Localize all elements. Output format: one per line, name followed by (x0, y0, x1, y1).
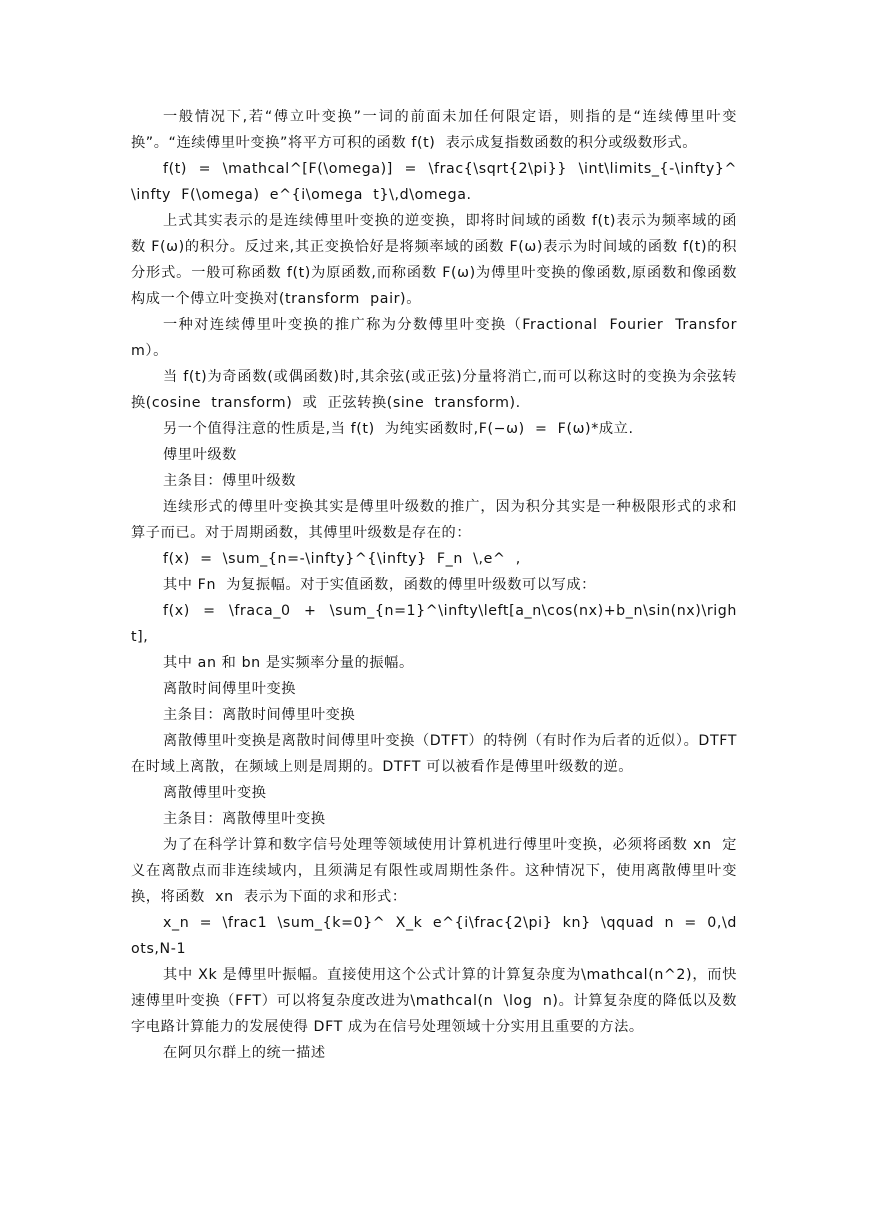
dft-formula: x_n = \frac1 \sum_{k=0}^ X_k e^{i\frac{2\pi} kn} \qquad n = 0,\dots,N-1 (131, 915, 737, 957)
section-heading-fourier-series: 傅里叶级数 (163, 447, 237, 463)
complex-amplitude-paragraph: 其中 Fn 为复振幅。对于实值函数，函数的傅里叶级数可以写成： (163, 577, 596, 593)
inverse-transform-formula: f(t) = \mathcal^[F(\omega)] = \frac{\sqrt{2\pi}} \int\limits_{-\infty}^\infty F(\omega) e^{i\omega t}\,d\omega. (131, 161, 737, 203)
main-entry-dtft: 主条目：离散时间傅里叶变换 (163, 707, 356, 723)
section-heading-dft: 离散傅里叶变换 (163, 785, 267, 801)
fft-paragraph: 其中 Xk 是傅里叶振幅。直接使用这个公式计算的计算复杂度为\mathcal(n^2)，而快速傅里叶变换（FFT）可以将复杂度改进为\mathcal(n \log n)。计算复杂度的降低以及数字电路计算能力的发展使得 DFT 成为在信号处理领域十分实用且重要的方法。 (131, 967, 737, 1035)
section-heading-dtft: 离散时间傅里叶变换 (163, 681, 297, 697)
section-heading-abelian: 在阿贝尔群上的统一描述 (163, 1045, 326, 1061)
dft-paragraph: 为了在科学计算和数字信号处理等领域使用计算机进行傅里叶变换，必须将函数 xn 定义在离散点而非连续域内，且须满足有限性或周期性条件。这种情况下，使用离散傅里叶变换，将函数 xn 表示为下面的求和形式： (131, 837, 737, 905)
inverse-transform-explanation: 上式其实表示的是连续傅里叶变换的逆变换，即将时间域的函数 f(t)表示为频率域的函数 F(ω)的积分。反过来,其正变换恰好是将频率域的函数 F(ω)表示为时间域的函数 f(t)的积分形式。一般可称函数 f(t)为原函数,而称函数 F(ω)为傅里叶变换的像函数,原函数和像函数构成一个傅立叶变换对(transform pair)。 (131, 213, 737, 307)
main-entry-fourier-series: 主条目：傅里叶级数 (163, 473, 297, 489)
real-function-property: 另一个值得注意的性质是,当 f(t) 为纯实函数时,F(−ω) = F(ω)*成立. (163, 421, 634, 437)
amplitude-note: 其中 an 和 bn 是实频率分量的振幅。 (163, 655, 414, 671)
fourier-series-paragraph: 连续形式的傅里叶变换其实是傅里叶级数的推广，因为积分其实是一种极限形式的求和算子而已。对于周期函数，其傅里叶级数是存在的： (131, 499, 737, 541)
complex-series-formula: f(x) = \sum_{n=-\infty}^{\infty} F_n \,e^ , (163, 551, 521, 567)
document-page (131, 104, 743, 1066)
real-series-formula: f(x) = \fraca_0 + \sum_{n=1}^\infty\left[a_n\cos(nx)+b_n\sin(nx)\right], (131, 603, 737, 645)
dtft-paragraph: 离散傅里叶变换是离散时间傅里叶变换（DTFT）的特例（有时作为后者的近似）。DTFT 在时域上离散，在频域上则是周期的。DTFT 可以被看作是傅里叶级数的逆。 (131, 733, 743, 775)
main-entry-dft: 主条目：离散傅里叶变换 (163, 811, 326, 827)
fractional-transform-paragraph: 一种对连续傅里叶变换的推广称为分数傅里叶变换（Fractional Fourier Transform）。 (131, 317, 737, 359)
odd-even-paragraph: 当 f(t)为奇函数(或偶函数)时,其余弦(或正弦)分量将消亡,而可以称这时的变换为余弦转换(cosine transform) 或 正弦转换(sine transform). (131, 369, 737, 411)
intro-paragraph: 一般情况下,若“傅立叶变换”一词的前面未加任何限定语，则指的是“连续傅里叶变换”。“连续傅里叶变换”将平方可积的函数 f(t) 表示成复指数函数的积分或级数形式。 (131, 109, 737, 151)
